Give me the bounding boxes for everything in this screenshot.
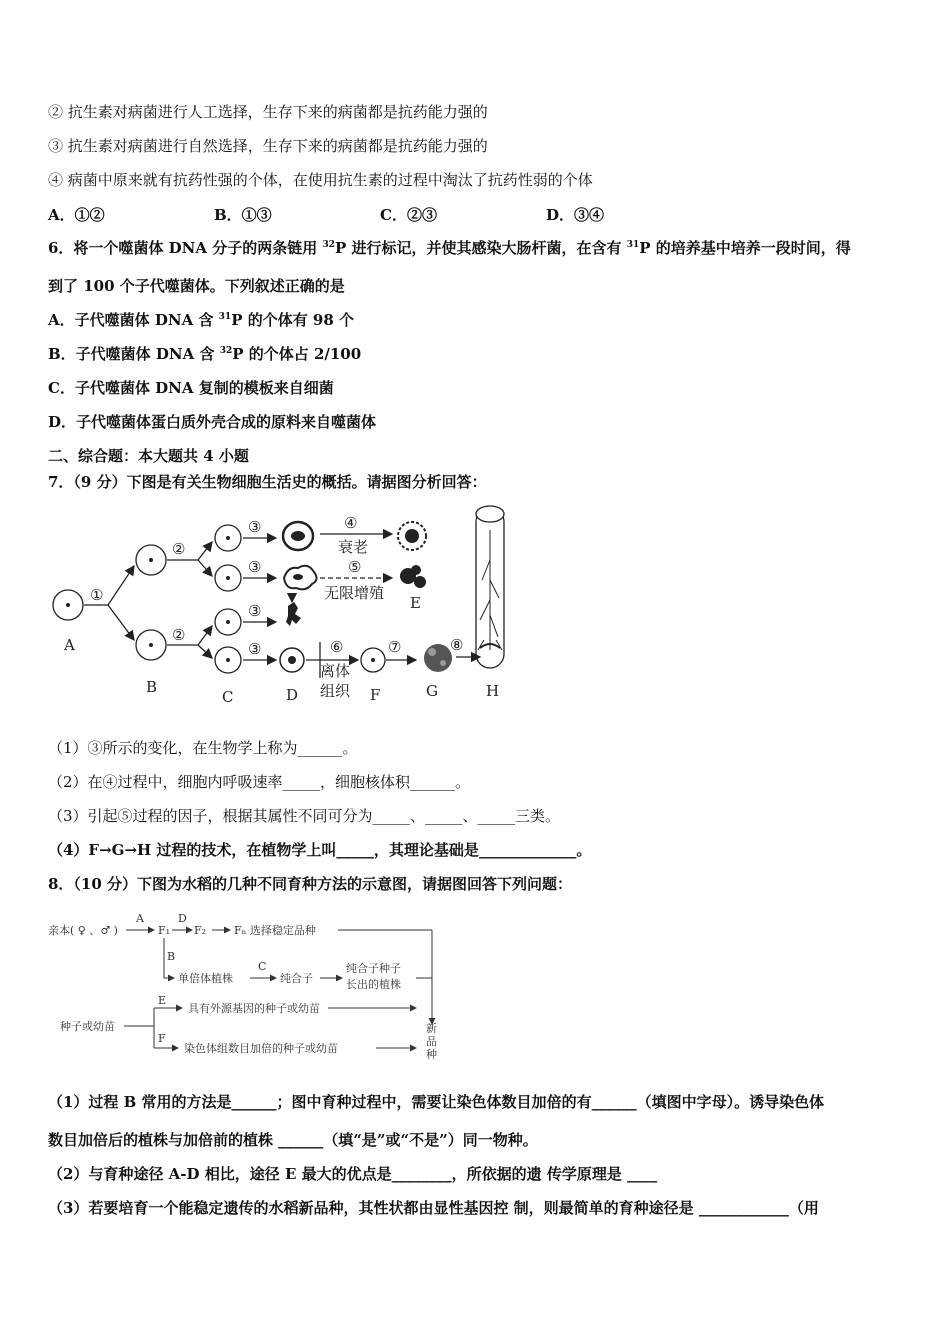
label-F: F xyxy=(158,1032,166,1045)
label-3a: ③ xyxy=(248,518,262,536)
label-6: ⑥ xyxy=(330,638,344,656)
q8-part-2: （2）与育种途径 A-D 相比，途径 E 最大的优点是________，所依据的遗 传学原理是 ____ xyxy=(48,1165,658,1183)
label-3c: ③ xyxy=(248,602,262,620)
label-seed: 种子或幼苗 xyxy=(60,1020,115,1033)
q8-part-1-cont: 数目加倍后的植株与加倍前的植株 ______（填“是”或“不是”）同一物种。 xyxy=(48,1131,538,1149)
label-2a: ② xyxy=(172,540,186,558)
label-F2: F₂ xyxy=(194,924,207,937)
cell-e-group xyxy=(398,522,426,588)
label-plant: 长出的植株 xyxy=(346,978,401,991)
label-new: 新 xyxy=(426,1022,437,1035)
q8-part-3: （3）若要培育一个能稳定遗传的水稻新品种，其性状都由显性基因控 制，则最简单的育种途径是 ____________（用 xyxy=(48,1199,819,1217)
label-F1: F₁ xyxy=(158,924,171,937)
q6-stem: 6．将一个噬菌体 DNA 分子的两条链用 $^{32}$P 进行标记，并使其感染大肠杆菌，在含有 $^{31}$P 的培养基中培养一段时间，得 xyxy=(48,239,851,257)
label-7: ⑦ xyxy=(388,638,402,656)
label-3d: ③ xyxy=(248,640,262,658)
q7-stem: 7．（9 分）下图是有关生物细胞生活史的概括。请据图分析回答： xyxy=(48,473,487,491)
q5-option-b: B．①③ xyxy=(214,206,272,224)
q5-statement-4: ④ 病菌中原来就有抗药性强的个体，在使用抗生素的过程中淘汰了抗药性弱的个体 xyxy=(48,171,593,189)
label-g: G xyxy=(426,682,438,700)
callus-g xyxy=(424,644,452,672)
label-f: F xyxy=(370,686,381,704)
q5-statement-2: ② 抗生素对病菌进行人工选择，生存下来的病菌都是抗药能力强的 xyxy=(48,103,488,121)
label-haploid: 单倍体植株 xyxy=(178,972,233,985)
label-1: ① xyxy=(90,586,104,604)
rice-breeding-diagram xyxy=(46,908,446,1068)
label-8: ⑧ xyxy=(450,636,464,654)
label-d: D xyxy=(286,686,299,704)
q6-option-a: A．子代噬菌体 DNA 含 $^{31}$P 的个体有 98 个 xyxy=(48,311,355,329)
q5-option-d: D．③④ xyxy=(546,206,605,224)
q7-part-2: （2）在④过程中，细胞内呼吸速率_____，细胞核体积______。 xyxy=(48,773,471,791)
section-heading: 二、综合题：本大题共 4 小题 xyxy=(48,447,249,465)
label-variety-1: 品 xyxy=(426,1035,437,1048)
q6-option-b: B．子代噬菌体 DNA 含 $^{32}$P 的个体占 2/100 xyxy=(48,345,362,363)
label-doubled: 染色体组数目加倍的种子或幼苗 xyxy=(184,1042,338,1055)
label-A: A xyxy=(136,912,144,925)
label-aging: 衰老 xyxy=(338,538,369,556)
label-B: B xyxy=(167,950,176,963)
label-D: D xyxy=(178,912,187,925)
label-tissue: 组织 xyxy=(320,682,351,700)
label-e: E xyxy=(410,594,421,612)
label-2b: ② xyxy=(172,626,186,644)
q5-option-a: A．①② xyxy=(48,206,105,224)
test-tube-plant-h xyxy=(476,506,504,668)
label-variety-2: 种 xyxy=(426,1048,437,1061)
label-C: C xyxy=(258,960,267,973)
label-c: C xyxy=(222,688,234,706)
label-b: B xyxy=(146,678,158,696)
q6-option-c: C．子代噬菌体 DNA 复制的模板来自细菌 xyxy=(48,379,334,397)
label-Fn: Fₙ 选择稳定品种 xyxy=(234,924,316,937)
label-detach: 离体 xyxy=(320,662,351,680)
label-pureseed: 纯合子种子 xyxy=(346,962,401,975)
q6-option-d: D．子代噬菌体蛋白质外壳合成的原料来自噬菌体 xyxy=(48,413,377,431)
label-parent: 亲本( ♀ 、♂ ) xyxy=(48,924,118,937)
cell-life-history-diagram xyxy=(48,500,518,710)
label-E: E xyxy=(158,994,167,1007)
label-3b: ③ xyxy=(248,558,262,576)
q7-part-1: （1）③所示的变化，在生物学上称为______。 xyxy=(48,739,358,757)
label-pure: 纯合子 xyxy=(280,972,313,985)
q5-option-c: C．②③ xyxy=(380,206,437,224)
q8-part-1: （1）过程 B 常用的方法是______；图中育种过程中，需要让染色体数目加倍的有______（填图中字母）。诱导染色体 xyxy=(48,1093,825,1111)
label-4: ④ xyxy=(344,514,358,532)
label-infinite: 无限增殖 xyxy=(324,584,385,602)
q6-stem-cont: 到了 100 个子代噬菌体。下列叙述正确的是 xyxy=(48,277,345,295)
q7-part-3: （3）引起⑤过程的因子，根据其属性不同可分为_____、_____、_____三类。 xyxy=(48,807,561,825)
q5-options xyxy=(48,204,712,225)
q5-statement-3: ③ 抗生素对病菌进行自然选择，生存下来的病菌都是抗药能力强的 xyxy=(48,137,488,155)
label-5: ⑤ xyxy=(348,558,362,576)
q8-stem: 8．（10 分）下图为水稻的几种不同育种方法的示意图，请据图回答下列问题： xyxy=(48,875,573,893)
label-a: A xyxy=(64,636,75,654)
cell-d-group xyxy=(280,522,317,672)
q7-part-4: （4）F→G→H 过程的技术，在植物学上叫_____，其理论基础是_____________。 xyxy=(48,841,592,859)
label-h: H xyxy=(486,682,500,700)
label-foreign: 具有外源基因的种子或幼苗 xyxy=(188,1002,320,1015)
